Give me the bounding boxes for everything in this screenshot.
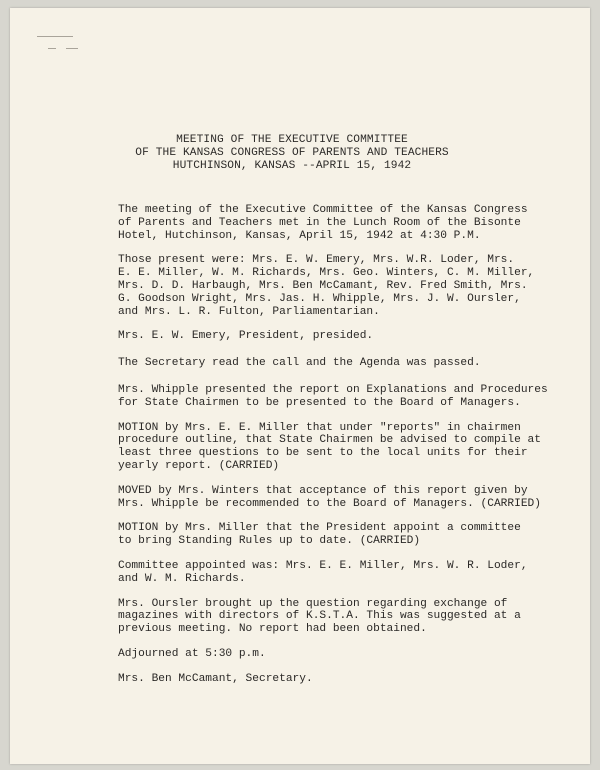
paragraph-committee-appointed xyxy=(118,560,578,586)
text-line: for State Chairmen to be presented to the Board of Managers. xyxy=(118,396,521,409)
text-line: magazines with directors of K.S.T.A. This was suggested at a xyxy=(118,610,521,623)
paragraph-call-read xyxy=(118,357,578,370)
text-line: MOVED by Mrs. Winters that acceptance of this report given by xyxy=(118,484,528,497)
text-line: least three questions to be sent to the local units for their xyxy=(118,447,528,460)
heading-line-place-date: HUTCHINSON, KANSAS --APRIL 15, 1942 xyxy=(172,160,412,172)
text-line: to bring Standing Rules up to date. (CARRIED) xyxy=(118,535,421,548)
text-line: Committee appointed was: Mrs. E. E. Miller, Mrs. W. R. Loder, xyxy=(118,559,528,572)
text-line: G. Goodson Wright, Mrs. Jas. H. Whipple, Mrs. J. W. Oursler, xyxy=(118,292,521,305)
text-line: The meeting of the Executive Committee of the Kansas Congress xyxy=(118,204,528,216)
text-line: Mrs. Whipple be recommended to the Board of Managers. (CARRIED) xyxy=(118,497,541,510)
text-line: Mrs. D. D. Harbaugh, Mrs. Ben McCamant, Rev. Fred Smith, Mrs. xyxy=(118,279,528,292)
text-line: E. E. Miller, W. M. Richards, Mrs. Geo. Winters, C. M. Miller, xyxy=(118,267,535,280)
text-line: and W. M. Richards. xyxy=(118,572,246,585)
paragraph-magazine-exchange xyxy=(118,598,578,636)
text-line: Mrs. Whipple presented the report on Explanations and Procedures xyxy=(118,383,548,396)
paragraph-moved-winters xyxy=(118,485,578,511)
paragraph-adjourned xyxy=(118,648,578,661)
text-line: Those present were: Mrs. E. W. Emery, Mrs. W.R. Loder, Mrs. xyxy=(118,254,515,267)
paragraph-motion-committee xyxy=(118,522,578,548)
paragraph-signature xyxy=(118,673,578,686)
paragraph-attendees xyxy=(118,254,578,318)
minutes-body xyxy=(118,204,578,698)
paragraph-meeting-opening xyxy=(118,204,578,242)
paragraph-motion-reports xyxy=(118,422,578,473)
text-line: Mrs. E. W. Emery, President, presided. xyxy=(118,330,374,343)
text-line: procedure outline, that State Chairmen be advised to compile at xyxy=(118,434,541,447)
paragraph-whipple-report xyxy=(118,384,578,410)
text-line: MOTION by Mrs. Miller that the President appoint a committee xyxy=(118,522,521,535)
text-line: yearly report. (CARRIED) xyxy=(118,459,280,472)
text-line: Mrs. Ben McCamant, Secretary. xyxy=(118,672,313,685)
heading-line-organization: OF THE KANSAS CONGRESS OF PARENTS AND TEACHERS xyxy=(135,147,449,159)
pencil-mark xyxy=(37,36,73,37)
pencil-mark xyxy=(66,48,78,49)
text-line: MOTION by Mrs. E. E. Miller that under "reports" in chairmen xyxy=(118,421,521,434)
text-line: previous meeting. No report had been obtained. xyxy=(118,623,427,636)
text-line: of Parents and Teachers met in the Lunch Room of the Bisonte xyxy=(118,216,521,229)
text-line: The Secretary read the call and the Agenda was passed. xyxy=(118,357,481,370)
text-line: Hotel, Hutchinson, Kansas, April 15, 1942 at 4:30 P.M. xyxy=(118,229,481,242)
document-heading xyxy=(112,134,472,173)
text-line: Adjourned at 5:30 p.m. xyxy=(118,647,266,660)
paragraph-presided xyxy=(118,330,578,343)
pencil-mark xyxy=(48,48,56,49)
text-line: Mrs. Oursler brought up the question regarding exchange of xyxy=(118,597,508,610)
text-line: and Mrs. L. R. Fulton, Parliamentarian. xyxy=(118,305,380,318)
heading-line-title: MEETING OF THE EXECUTIVE COMMITTEE xyxy=(176,134,408,146)
